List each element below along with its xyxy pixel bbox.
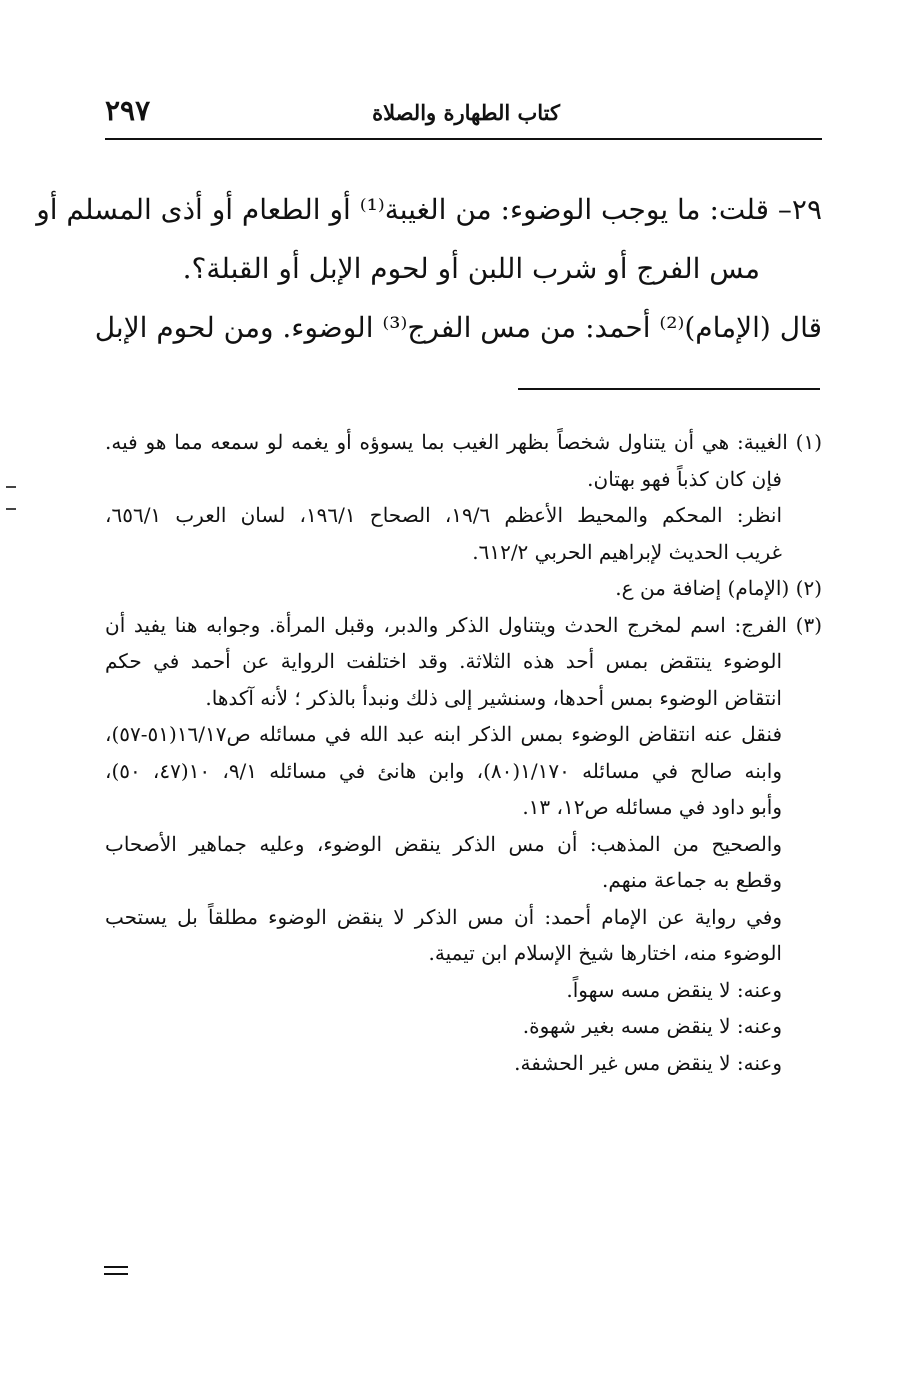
- footnote-line: وعنه: لا ينقض مسه سهواً.: [566, 977, 782, 1002]
- main-text: [36, 180, 822, 357]
- footnote-line: والصحيح من المذهب: أن مس الذكر ينقض الوضوء، وعليه جماهير الأصحاب: [105, 831, 782, 856]
- footnote-line: وأبو داود في مسائله ص١٢، ١٣.: [522, 795, 782, 819]
- margin-tick: [6, 486, 16, 488]
- margin-tick: [6, 508, 16, 510]
- footnote-line: (٢) (الإمام) إضافة من ع.: [615, 576, 822, 600]
- footnote-line: فنقل عنه انتقاض الوضوء بمس الذكر ابنه عبد الله في مسائله ص١٦/١٧(٥١-٥٧)،: [105, 722, 782, 746]
- footnote-separator: [518, 388, 820, 390]
- footnote-line: غريب الحديث لإبراهيم الحربي ٦١٢/٢.: [472, 539, 782, 564]
- main-line: قال (الإمام)⁽²⁾ أحمد: من مس الفرج⁽³⁾ الوضوء. ومن لحوم الإبل: [94, 311, 822, 344]
- footnote-line: وعنه: لا ينقض مس غير الحشفة.: [514, 1050, 782, 1075]
- chapter-title: كتاب الطهارة والصلاة: [372, 100, 560, 125]
- footnotes: [105, 424, 822, 1081]
- footnote-line: فإن كان كذباً فهو بهتان.: [587, 466, 782, 491]
- main-line: مس الفرج أو شرب اللبن أو لحوم الإبل أو القبلة؟.: [182, 252, 760, 285]
- continuation-mark: [104, 1266, 128, 1278]
- footnote-line: وفي رواية عن الإمام أحمد: أن مس الذكر لا ينقض الوضوء مطلقاً بل يستحب: [105, 904, 782, 929]
- footnote-line: الوضوء ينتقض بمس أحد هذه الثلاثة. وقد اختلفت الرواية عن أحمد في حكم: [105, 649, 782, 673]
- footnote-line: (١) الغيبة: هي أن يتناول شخصاً بظهر الغيب بما يسوؤه أو يغمه لو سمعه مما هو فيه.: [105, 430, 822, 454]
- main-line: ٢٩– قلت: ما يوجب الوضوء: من الغيبة⁽¹⁾ أو الطعام أو أذى المسلم أو: [36, 193, 822, 226]
- page-number: ٢٩٧: [105, 94, 151, 127]
- footnote-line: (٣) الفرج: اسم لمخرج الحدث ويتناول الذكر والدبر، وقبل المرأة. وجوابه هنا يفيد أن: [105, 612, 822, 637]
- footnote-line: انظر: المحكم والمحيط الأعظم ١٩/٦، الصحاح ١٩٦/١، لسان العرب ٦٥٦/١،: [105, 503, 783, 527]
- header-rule: [105, 138, 822, 140]
- footnote-line: وعنه: لا ينقض مسه بغير شهوة.: [522, 1014, 782, 1038]
- footnote-line: الوضوء منه، اختارها شيخ الإسلام ابن تيمية.: [428, 941, 782, 965]
- footnote-line: وقطع به جماعة منهم.: [602, 868, 782, 892]
- running-header: [105, 96, 822, 136]
- footnote-line: انتقاض الوضوء بمس أحدها، وسنشير إلى ذلك ونبدأ بالذكر ؛ لأنه آكدها.: [205, 685, 782, 710]
- footnote-line: وابنه صالح في مسائله ١/١٧٠(٨٠)، وابن هانئ في مسائله ٩/١، ١٠(٤٧، ٥٠)،: [105, 758, 783, 783]
